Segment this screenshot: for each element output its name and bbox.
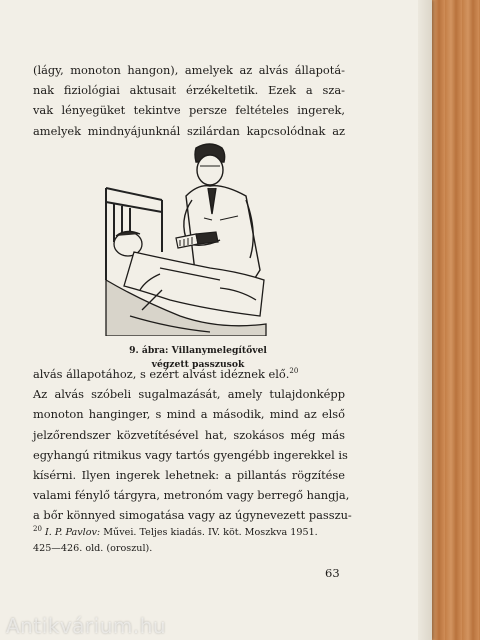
footnote-number: 20: [33, 524, 42, 533]
text-line: alvás állapotához, s ezért alvást idéznek elő.$^{20}$: [33, 367, 299, 381]
footnote-line: 425—426. old. (oroszul).: [33, 543, 153, 554]
footnote-author: I. P. Pavlov:: [44, 527, 101, 538]
text-line: a bőr könnyed simogatása vagy az úgynevezett passzu-: [33, 508, 352, 523]
footnote-line: [33, 525, 345, 541]
footnote: [33, 525, 345, 557]
paragraph-main: [33, 364, 352, 526]
text-line: (lágy, monoton hangon), amelyek az alvás állapotá-: [33, 63, 345, 77]
footnote-reference: 20: [289, 367, 299, 376]
text-line: nak fiziológiai aktusait érzékeltetik. Ezek a sza-: [33, 83, 345, 98]
text-line: valami fénylő tárgyra, metronóm vagy berregő hangja,: [33, 488, 350, 503]
text-line: Az alvás szóbeli sugalmazását, amely tulajdonképp: [33, 387, 345, 402]
text-line: kísérni. Ilyen ingerek lehetnek: a pillantás rögzítése: [33, 468, 345, 483]
text-line: monoton hanginger, s mind a második, mind az első: [33, 407, 345, 422]
page-edge: [418, 0, 432, 640]
caption-line: végzett passzusok: [151, 359, 245, 370]
wood-background: [428, 0, 480, 640]
watermark-logo: Antikvárium.hu: [6, 614, 167, 638]
footnote-source: Művei. Teljes kiadás. IV. köt. Moszkva 1951.: [103, 527, 318, 538]
text-line: vak lényegüket tekintve persze feltételes ingerek,: [33, 103, 345, 118]
text-line: egyhangú ritmikus vagy tartós gyengébb ingerekkel is: [33, 447, 348, 462]
text-line: jelzőrendszer közvetítésével hat, szokásos még más: [33, 427, 345, 442]
page-number: 63: [325, 566, 340, 580]
caption-line: 9. ábra: Villanymelegítővel: [129, 345, 267, 356]
figure-illustration: [100, 140, 274, 336]
text-line: amelyek mindnyájunknál szilárdan kapcsolódnak az: [33, 123, 345, 138]
paragraph-top: [33, 60, 345, 141]
